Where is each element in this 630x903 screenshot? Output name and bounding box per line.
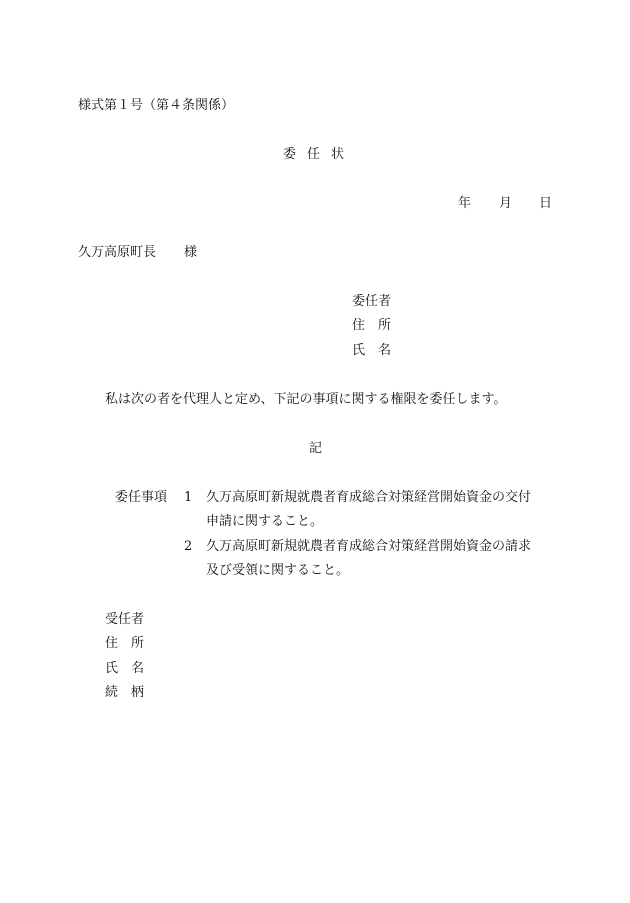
date-year-label: 年	[458, 196, 472, 211]
date-month-label: 月	[499, 196, 513, 211]
addressee-honorific: 様	[184, 245, 198, 260]
matter-2-line2: 及び受領に関すること。	[206, 563, 350, 578]
form-number: 様式第１号（第４条関係）	[78, 98, 235, 113]
principal-heading: 委任者	[352, 294, 392, 309]
matter-2-line1: 久万高原町新規就農者育成総合対策経営開始資金の請求	[206, 539, 532, 554]
agent-relation-label: 続 柄	[105, 685, 145, 700]
delegation-statement: 私は次の者を代理人と定め、下記の事項に関する権限を委任します。	[105, 392, 507, 407]
agent-heading: 受任者	[105, 612, 145, 627]
document-title: 委任状	[283, 147, 356, 162]
agent-name-label: 氏 名	[105, 661, 145, 676]
matter-1-line1: 久万高原町新規就農者育成総合対策経営開始資金の交付	[206, 490, 532, 505]
principal-name-label: 氏 名	[352, 343, 392, 358]
matter-1-line2: 申請に関すること。	[206, 514, 324, 529]
principal-address-label: 住 所	[352, 318, 392, 333]
matters-label: 委任事項	[115, 490, 168, 505]
addressee-name: 久万高原町長	[78, 245, 157, 260]
matter-1-number: 1	[184, 490, 193, 505]
matter-2-number: 2	[184, 539, 193, 554]
agent-address-label: 住 所	[105, 636, 145, 651]
date-day-label: 日	[539, 196, 553, 211]
ki-heading: 記	[309, 441, 323, 456]
